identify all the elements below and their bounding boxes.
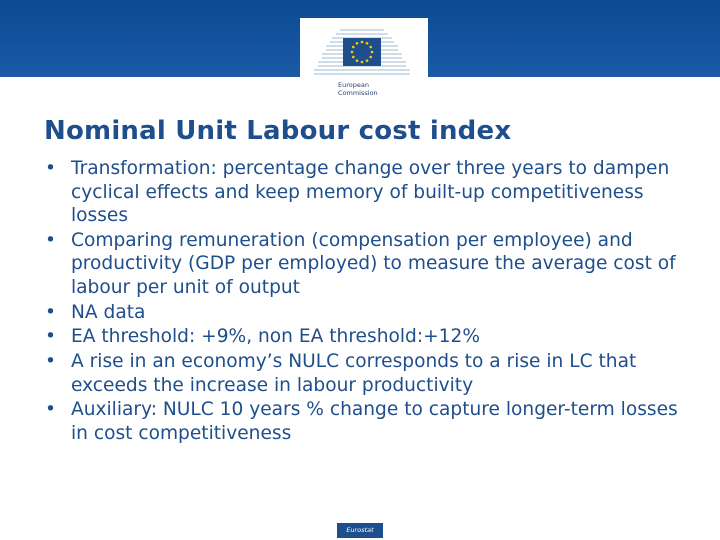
slide-title: Nominal Unit Labour cost index — [44, 116, 512, 146]
bullet-text: NA data — [71, 301, 146, 323]
bullet-item-na-data — [43, 301, 683, 325]
bullet-text: Auxiliary: NULC 10 years % change to capture longer-term losses in cost competitiveness — [71, 399, 678, 444]
logo-caption-line2: Commission — [338, 89, 378, 97]
bullet-item-auxiliary — [43, 398, 683, 445]
bullet-dot-icon: • — [45, 229, 56, 251]
european-commission-logo — [300, 18, 428, 104]
bullet-text: Transformation: percentage change over three years to dampen cyclical effects and keep memory of built-up competitiveness losses — [71, 158, 670, 226]
eurostat-badge: Eurostat — [337, 523, 383, 538]
logo-caption — [338, 81, 418, 97]
bullet-item-thresholds — [43, 325, 683, 349]
bullet-item-transformation — [43, 157, 683, 228]
bullet-text: Comparing remuneration (compensation per employee) and productivity (GDP per employed) to measure the average cost of labour per unit of output — [71, 229, 676, 298]
bullet-dot-icon: • — [45, 301, 56, 323]
european-commission-building-icon — [310, 24, 414, 78]
bullet-item-nulc-rise — [43, 350, 683, 397]
bullet-dot-icon: • — [45, 158, 56, 179]
bullet-text: A rise in an economy’s NULC corresponds to a rise in LC that exceeds the increase in labour productivity — [71, 351, 637, 396]
bullet-dot-icon: • — [45, 351, 56, 373]
bullet-dot-icon: • — [45, 326, 56, 348]
bullet-text: EA threshold: +9%, non EA threshold:+12% — [71, 326, 480, 348]
bullet-list — [43, 157, 683, 447]
bullet-dot-icon: • — [45, 399, 56, 421]
logo-caption-line1: European — [338, 81, 369, 89]
bullet-item-comparing — [43, 229, 683, 300]
